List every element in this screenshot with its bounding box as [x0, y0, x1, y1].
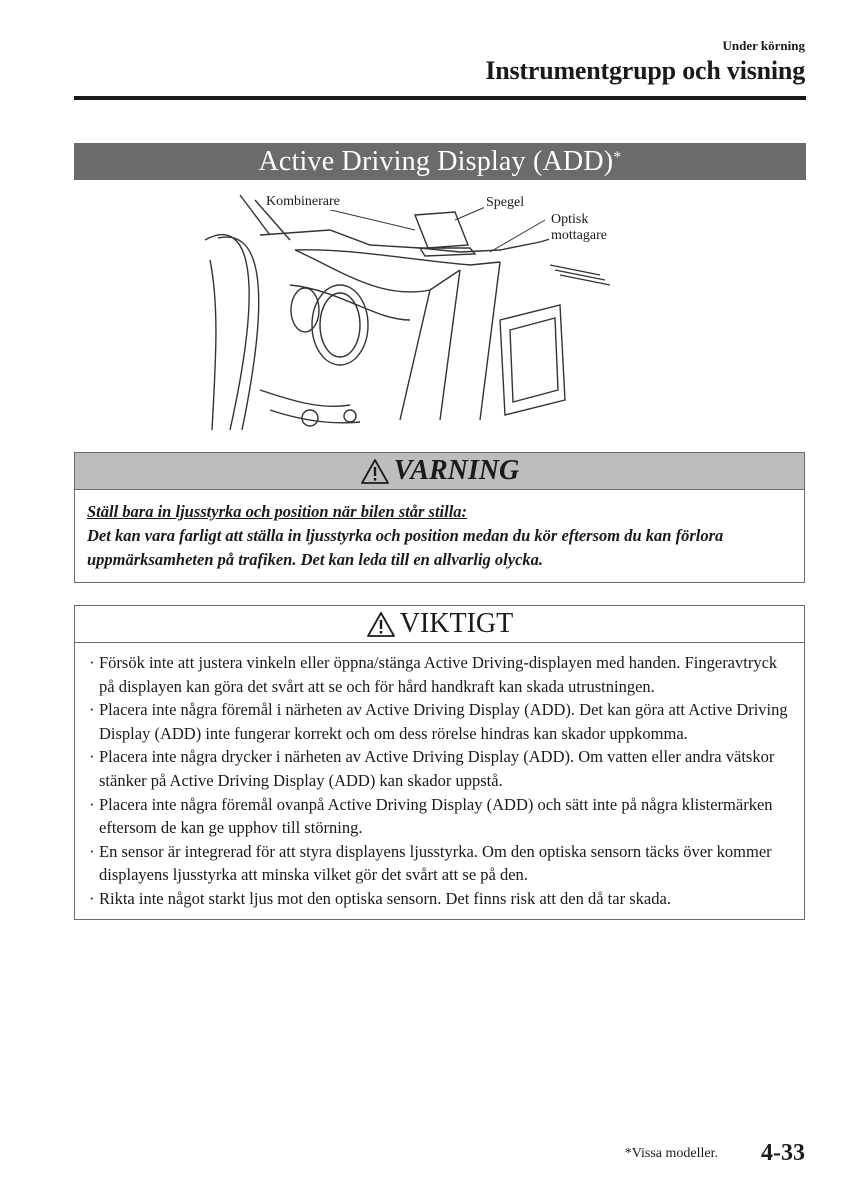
footnote: *Vissa modeller. [624, 1146, 718, 1161]
section-title-asterisk: * [613, 148, 622, 166]
callout-mirror: Spegel [486, 195, 525, 210]
running-header-title: Instrumentgrupp och visning [485, 56, 805, 85]
list-item-text: Försök inte att justera vinkeln eller öppna/stänga Active Driving-displayen med handen. Fingeravtryck på displayen kan göra det svårt att se och för hård handkraft kan skada utrustningen. [99, 653, 778, 696]
list-item: · En sensor är integrerad för att styra displayens ljusstyrka. Om den optiska sensorn täcks över kommer displayens ljusstyrka att minska vilket gör det svårt att se på den. [89, 840, 792, 887]
list-item-text: Placera inte några drycker i närheten av Active Driving Display (ADD). Om vatten eller andra vätskor stänker på Active Driving Display (ADD) kan skador uppstå. [99, 747, 775, 790]
list-item: · Försök inte att justera vinkeln eller öppna/stänga Active Driving-displayen med handen. Fingeravtryck på displayen kan göra det svårt att se och för hård handkraft kan skada utrustningen. [89, 651, 792, 698]
warning-text: Det kan vara farligt att ställa in ljusstyrka och position medan du kör eftersom du kan förlora uppmärksamheten på trafiken. Det kan leda till en allvarlig olycka. [87, 526, 724, 569]
warning-header [75, 453, 804, 490]
list-item-text: Rikta inte något starkt ljus mot den optiska sensorn. Det finns risk att den då tar skada. [99, 888, 671, 908]
callout-combiner: Kombinerare [266, 194, 340, 209]
list-item: · Rikta inte något starkt ljus mot den optiska sensorn. Det finns risk att den då tar skada. [89, 887, 792, 911]
running-header-subtitle: Under körning [722, 38, 805, 53]
caution-triangle-icon [366, 611, 396, 638]
header-rule [74, 96, 806, 100]
warning-body [75, 490, 804, 582]
list-item-text: Placera inte några föremål ovanpå Active Driving Display (ADD) och sätt inte på några klistermärken eftersom de kan ge upphov till störning. [99, 794, 773, 838]
important-heading: VIKTIGT [399, 608, 514, 639]
dashboard-illustration [200, 190, 620, 430]
list-item-text: En sensor är integrerad för att styra displayens ljusstyrka. Om den optiska sensorn täcks över kommer displayens ljusstyrka att minska vilket gör det svårt att se på den. [99, 841, 772, 885]
list-item: · Placera inte några föremål i närheten av Active Driving Display (ADD). Det kan göra att Active Driving Display (ADD) inte fungerar korrekt och om dess rörelse hindras kan skador uppkomma. [89, 698, 792, 745]
section-title: Active Driving Display (ADD) [258, 145, 614, 177]
list-item-text: Placera inte några föremål i närheten av Active Driving Display (ADD). Det kan göra att Active Driving Display (ADD) inte fungerar korrekt och om dess rörelse hindras kan skador uppkomma. [99, 700, 788, 743]
list-item: · Placera inte några föremål ovanpå Active Driving Display (ADD) och sätt inte på några klistermärken eftersom de kan ge upphov till störning. [89, 793, 792, 840]
important-box [74, 605, 805, 920]
callout-optical-receiver: Optisk mottagare [549, 212, 620, 244]
section-title-bar [74, 143, 806, 180]
warning-lead: Ställ bara in ljusstyrka och position när bilen står stilla: [87, 502, 468, 521]
list-item: · Placera inte några drycker i närheten av Active Driving Display (ADD). Om vatten eller andra vätskor stänker på Active Driving Display (ADD) kan skador uppstå. [89, 745, 792, 792]
important-body [75, 643, 804, 919]
page-number: 4-33 [761, 1140, 805, 1166]
warning-box [74, 452, 805, 583]
important-header [75, 606, 804, 643]
warning-heading: VARNING [393, 455, 520, 486]
warning-triangle-icon [360, 458, 390, 485]
